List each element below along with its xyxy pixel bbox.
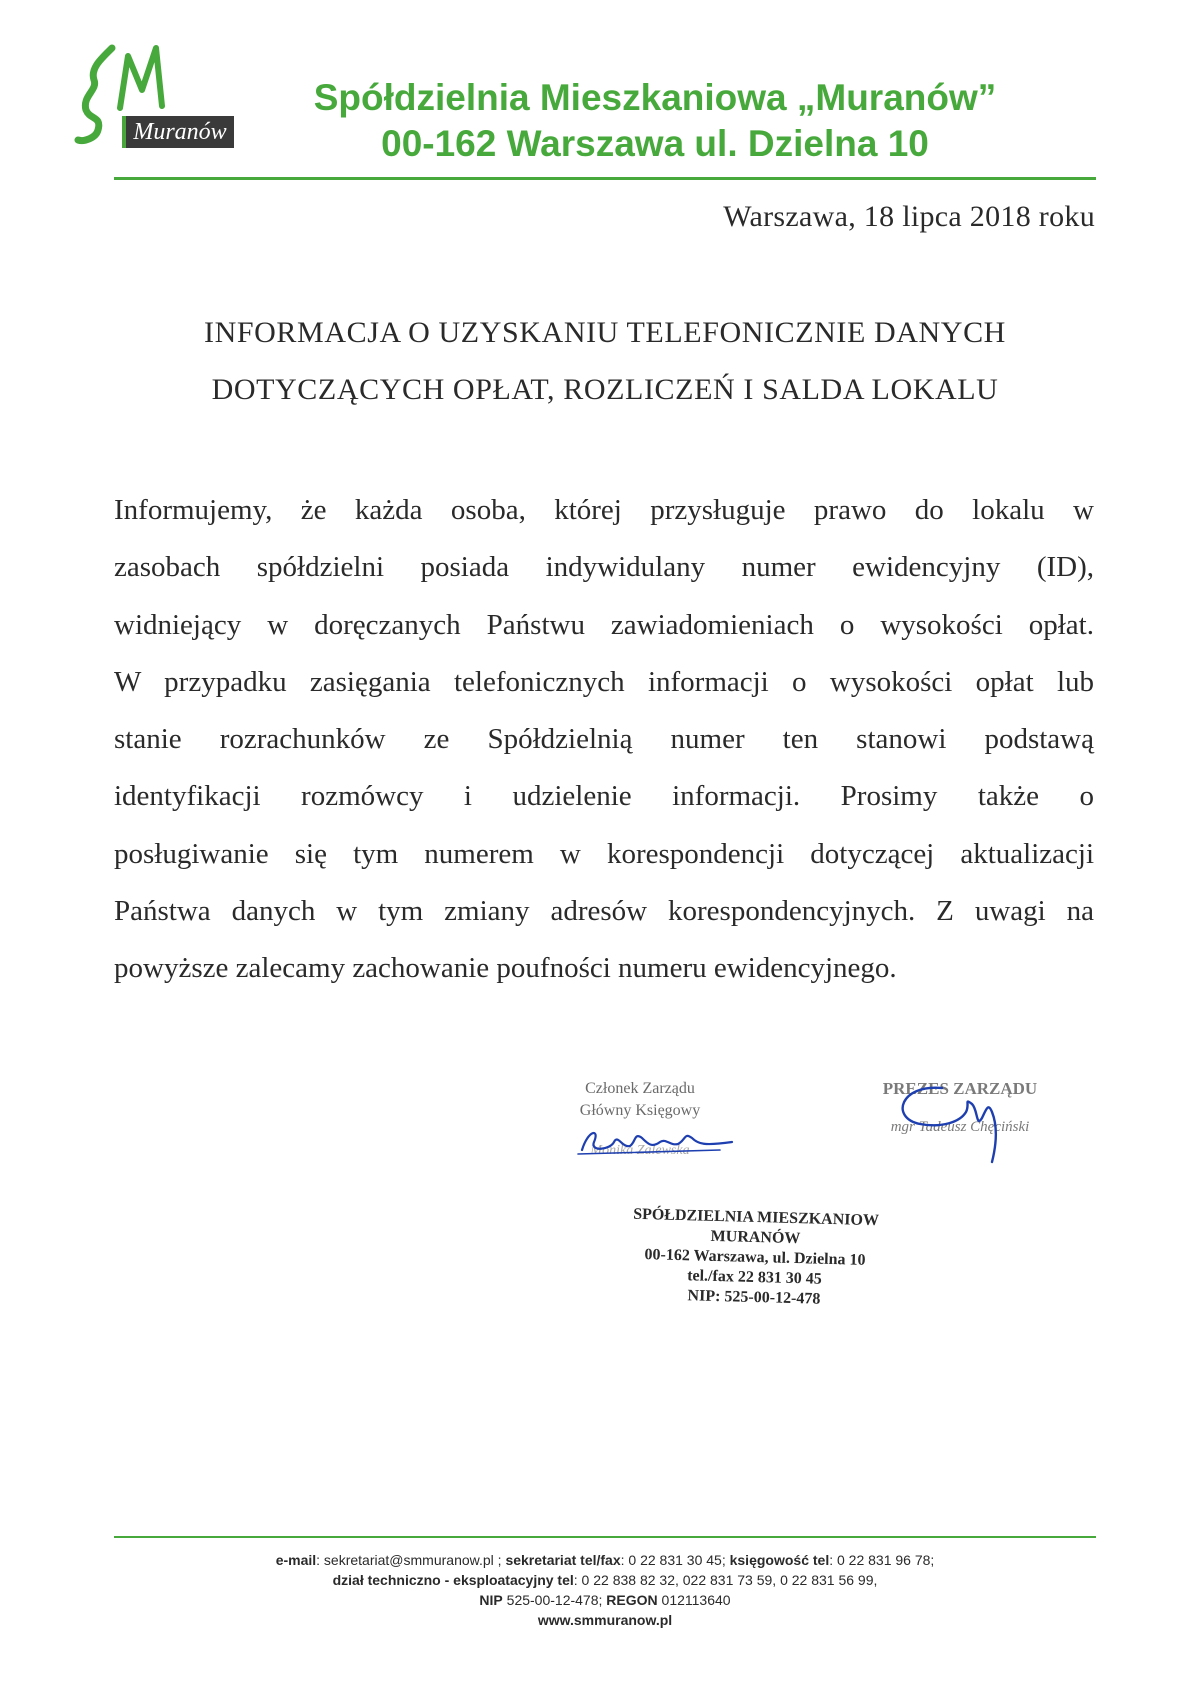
signatory-name: mgr Tadeusz Chęciński (890, 1119, 1030, 1135)
stamp-line: 00-162 Warszawa, ul. Dzielna 10 (644, 1246, 866, 1269)
body-line: posługiwanie się tym numerem w korespondencji dotyczącej aktualizacji (114, 837, 1094, 870)
header-organization-name: Spółdzielnia Mieszkaniowa „Muranów” (313, 77, 997, 118)
header-divider (114, 177, 1096, 180)
body-line: W przypadku zasięgania telefonicznych informacji o wysokości opłat lub (114, 665, 1094, 698)
stamp-line: MURANÓW (710, 1227, 801, 1248)
footer-email[interactable]: : sekretariat@smmuranow.pl ; (316, 1552, 506, 1568)
signatory-role: PREZES ZARZĄDU (882, 1079, 1038, 1098)
header-address: 00-162 Warszawa ul. Dzielna 10 (381, 123, 929, 164)
letter-heading-line1: INFORMACJA O UZYSKANIU TELEFONICZNIE DANYCH (204, 316, 1006, 349)
signatory-name: Monika Zalewska (590, 1143, 690, 1158)
stamp-line: NIP: 525-00-12-478 (687, 1287, 821, 1308)
footer-divider (114, 1536, 1096, 1538)
body-line: powyższe zalecamy zachowanie poufności numeru ewidencyjnego. (114, 952, 897, 985)
footer-accounting-label: księgowość tel (729, 1552, 830, 1568)
letter-body (114, 482, 1094, 998)
footer-line-website (114, 1610, 1096, 1630)
stamp-line: tel./fax 22 831 30 45 (686, 1267, 823, 1288)
footer-secretariat-label: sekretariat tel/fax (505, 1552, 621, 1568)
footer-line-technical (114, 1570, 1096, 1590)
body-line: widniejący w doręczanych Państwu zawiadomieniach o wysokości opłat. (114, 608, 1094, 641)
body-line: Państwa danych w tym zmiany adresów korespondencyjnych. Z uwagi na (114, 895, 1094, 928)
footer-email-label: e-mail (275, 1552, 317, 1568)
body-line: Informujemy, że każda osoba, której przysługuje prawo do lokalu w (114, 494, 1094, 526)
footer-nip-label: NIP (479, 1592, 503, 1608)
letter-heading-line2: DOTYCZĄCYCH OPŁAT, ROZLICZEŃ I SALDA LOKALU (211, 373, 999, 406)
footer-line-contacts (114, 1550, 1096, 1570)
footer-contact (114, 1550, 1096, 1630)
handwritten-signature-right (880, 1078, 1040, 1168)
footer-nip: 525-00-12-478; (502, 1592, 607, 1608)
stamp-line: SPÓŁDZIELNIA MIESZKANIOW (632, 1205, 880, 1230)
footer-regon-label: REGON (606, 1592, 658, 1608)
footer-secretariat-phone: : 0 22 831 30 45; (620, 1552, 730, 1568)
logo-wordmark: Muranów (122, 116, 234, 148)
body-line: identyfikacji rozmówcy i udzielenie informacji. Prosimy także o (114, 780, 1094, 813)
footer-regon: 012113640 (657, 1592, 731, 1608)
footer-accounting-phone: : 0 22 831 96 78; (829, 1552, 935, 1568)
signatory-role: Członek Zarządu (585, 1080, 695, 1097)
handwritten-signature-left (570, 1120, 740, 1160)
footer-website-link[interactable]: www.smmuranow.pl (537, 1612, 673, 1628)
body-line: zasobach spółdzielni posiada indywidulany numer ewidencyjny (ID), (114, 551, 1094, 584)
footer-tech-label: dział techniczno - eksploatacyjny tel (332, 1572, 574, 1588)
body-line: stanie rozrachunków ze Spółdzielnią numer ten stanowi podstawą (114, 723, 1094, 756)
logo (72, 38, 242, 158)
signatory-role: Główny Księgowy (579, 1102, 701, 1119)
footer-tech-phones: : 0 22 838 82 32, 022 831 73 59, 0 22 831 56 99, (573, 1572, 878, 1588)
organization-stamp (619, 1204, 892, 1311)
footer-line-registration (114, 1590, 1096, 1610)
letter-date: Warszawa, 18 lipca 2018 roku (723, 200, 1095, 233)
